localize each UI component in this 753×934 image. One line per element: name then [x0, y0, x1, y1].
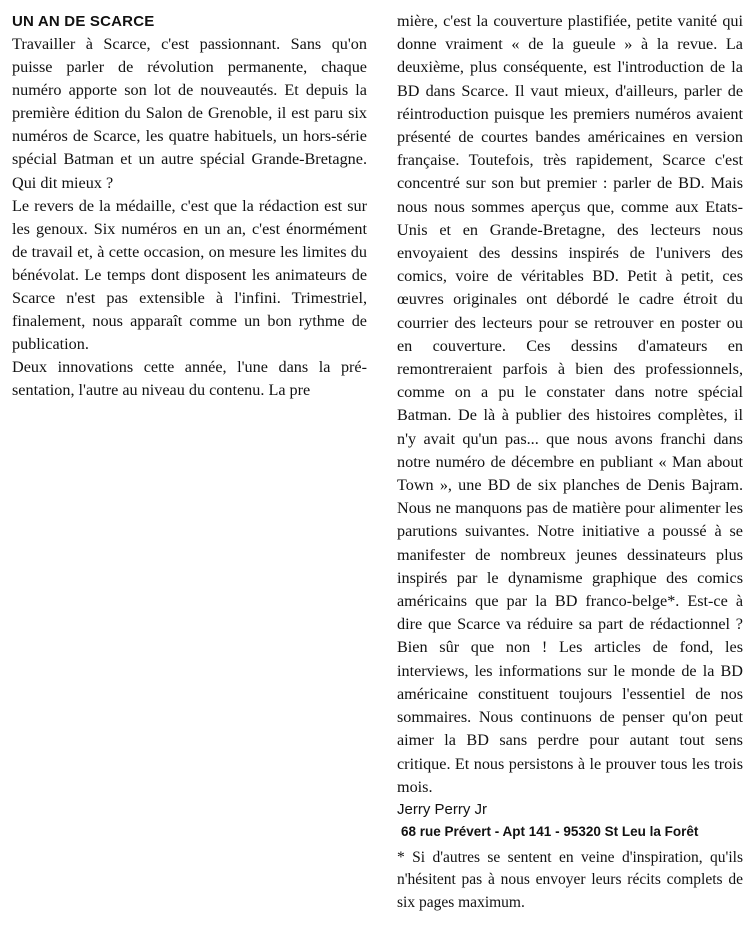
author-signature: Jerry Perry Jr — [397, 800, 487, 818]
footnote: * Si d'autres se sentent en veine d'inspiration, qu'ils n'hésitent pas à nous envoyer leurs récits complets de six pages maximum. — [397, 848, 743, 911]
left-column — [12, 10, 367, 403]
paragraph-continued: mière, c'est la couverture plastifiée, petite vanité qui donne vraiment « de la gueule » à la revue. La deuxième, plus conséquente, est l'introduction de la BD dans Scarce. Il vaut mieux, d'ailleurs, parler de réintroduction puisque les premiers numéros avaient présenté de courtes bandes américaines en version française. Toutefois, très rapidement, Scarce c'est concentré sur son but premier : parler de BD. Mais nous nous sommes aperçus que, comme aux Etats-Unis et en Grande-Bretagne, des lecteurs nous envoyaient des dessins inspirés de l'univers des comics, voire de véritables BD. Petit à petit, ces œuvres originales ont débordé le cadre étroit du courrier des lecteurs pour se retrouver en poster ou en couverture. Ces dessins d'amateurs en remontreraient parfois à bien des professionnels, comme on a pu le constater dans notre spécial Batman. De là à publier des histoires complètes, il n'y avait qu'un pas... que nous avons franchi dans notre numéro de décembre en publiant « Man about Town », une BD de six planches de Denis Bajram. Nous ne manquons pas de matière pour alimenter les parutions suivantes. Notre initiative a poussé à se manifester de nombreux jeunes dessinateurs plus inspirés par le dynamisme graphique des comics américains que par la BD franco-belge*. Est-ce à dire que Scarce va réduire sa part de rédactionnel ? Bien sûr que non ! Les articles de fond, les interviews, les informations sur le monde de la BD américaine constituent toujours l'essentiel de nos sommaires. Nous continuons de penser qu'on peut aimer la BD sans perdre pour autant tout sens critique. Et nous persistons à le prouver tous les trois mois. — [397, 12, 743, 796]
paragraph-2: Le revers de la médaille, c'est que la rédaction est sur les genoux. Six numéros en un an, c'est énormément de travail et, à cette occasion, on mesure les limites du bénévolat. Le temps dont disposent les animateurs de Scarce n'est pas extensible à l'infini. Trimestriel, finalement, nous apparaît comme un bon rythme de publication. — [12, 196, 367, 354]
paragraph-3: Deux innovations cette année, l'une dans la présentation, l'autre au niveau du contenu. La pre — [12, 358, 367, 400]
author-address: 68 rue Prévert - Apt 141 - 95320 St Leu la Forêt — [401, 823, 699, 839]
article-title: UN AN DE SCARCE — [12, 13, 155, 30]
right-column — [397, 10, 743, 914]
paragraph-1: Travailler à Scarce, c'est passionnant. Sans qu'on puisse parler de révolution permanente, chaque numéro apporte son lot de nouveautés. Et depuis la première édition du Salon de Grenoble, il est paru six numéros de Scarce, les quatre habituels, un hors-série spécial Batman et un autre spécial Grande-Bretagne. Qui dit mieux ? — [12, 35, 367, 192]
